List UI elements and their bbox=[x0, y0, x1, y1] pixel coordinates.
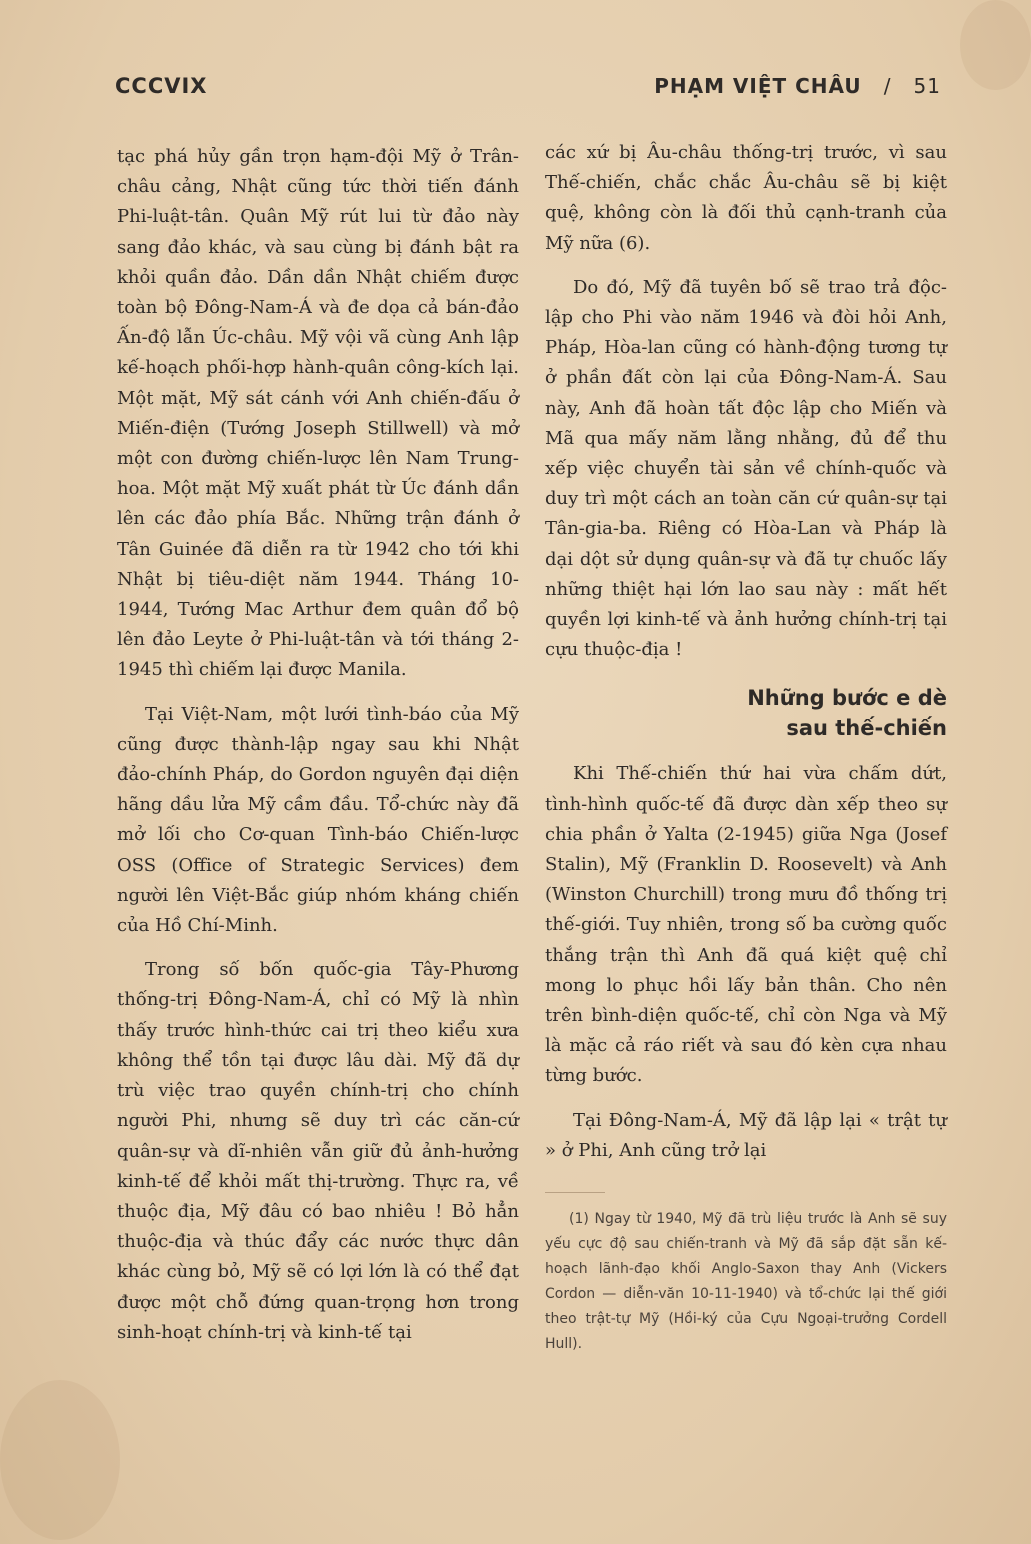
paragraph: tạc phá hủy gần trọn hạm-đội Mỹ ở Trân-châu cảng, Nhật cũng tức thời tiến đánh Phi-luật-tân. Quân Mỹ rút lui từ đảo này sang đảo khác, và sau cùng bị đánh bật ra khỏi quần đảo. Dần dần Nhật chiếm được toàn bộ Đông-Nam-Á và đe dọa cả bán-đảo Ấn-độ lẫn Úc-châu. Mỹ vội vã cùng Anh lập kế-hoạch phối-hợp hành-quân công-kích lại. Một mặt, Mỹ sát cánh với Anh chiến-đấu ở Miến-điện (Tướng Joseph Stillwell) và mở một con đường chiến-lược lên Nam Trung-hoa. Một mặt Mỹ xuất phát từ Úc đánh dần lên các đảo phía Bắc. Những trận đánh ở Tân Guinée đã diễn ra từ 1942 cho tới khi Nhật bị tiêu-diệt năm 1944. Tháng 10-1944, Tướng Mac Arthur đem quân đổ bộ lên đảo Leyte ở Phi-luật-tân và tới tháng 2-1945 thì chiếm lại được Manila. bbox=[117, 146, 519, 681]
paragraph: Khi Thế-chiến thứ hai vừa chấm dứt, tình-hình quốc-tế đã được dàn xếp theo sự chia phần ở Yalta (2-1945) giữa Nga (Josef Stalin), Mỹ (Franklin D. Roosevelt) và Anh (Winston Churchill) trong mưu đồ thống trị thế-giới. Tuy nhiên, trong số ba cường quốc thắng trận thì Anh đã quá kiệt quệ chỉ mong lo phục hồi lấy bản thân. Cho nên trên bình-diện quốc-tế, chỉ còn Nga và Mỹ là mặc cả ráo riết và sau đó kèn cựa nhau từng bước. bbox=[545, 763, 947, 1087]
footnote-divider bbox=[545, 1192, 605, 1193]
paragraph: Do đó, Mỹ đã tuyên bố sẽ trao trả độc-lập cho Phi vào năm 1946 và đòi hỏi Anh, Pháp, Hòa-lan cũng có hành-động tương tự ở phần đất còn lại của Đông-Nam-Á. Sau này, Anh đã hoàn tất độc lập cho Miến và Mã qua mấy năm lằng nhằng, đủ để thu xếp việc chuyển tài sản về chính-quốc và duy trì một cách an toàn căn cứ quân-sự tại Tân-gia-ba. Riêng có Hòa-Lan và Pháp là dại dột sử dụng quân-sự và đã tự chuốc lấy những thiệt hại lớn lao sau này : mất hết quyền lợi kinh-tế và ảnh hưởng chính-trị tại cựu thuộc-địa ! bbox=[545, 276, 947, 661]
header-code: CCCVIX bbox=[115, 74, 208, 98]
section-heading-line: sau thế-chiến bbox=[786, 716, 947, 741]
paragraph: các xứ bị Âu-châu thống-trị trước, vì sau Thế-chiến, chắc chắc Âu-châu sẽ bị kiệt quệ, không còn là đối thủ cạnh-tranh của Mỹ nữa (6). bbox=[545, 142, 947, 254]
right-column bbox=[545, 138, 947, 1357]
running-header bbox=[0, 74, 1031, 106]
paragraph: Tại Việt-Nam, một lưới tình-báo của Mỹ cũng được thành-lập ngay sau khi Nhật đảo-chính Pháp, do Gordon nguyên đại diện hãng dầu lửa Mỹ cầm đầu. Tổ-chức này đã mở lối cho Cơ-quan Tình-báo Chiến-lược OSS (Office of Strategic Services) đem người lên Việt-Bắc giúp nhóm kháng chiến của Hồ Chí-Minh. bbox=[117, 703, 519, 937]
footnote: (1) Ngay từ 1940, Mỹ đã trù liệu trước là Anh sẽ suy yếu cực độ sau chiến-tranh và Mỹ đã sắp đặt sẵn kế-hoạch lãnh-đạo khối Anglo-Saxon thay Anh (Vickers Cordon — diễn-văn 10-11-1940) và tổ-chức lại thế giới theo trật-tự Mỹ (Hồi-ký của Cựu Ngoại-trưởng Cordell Hull). bbox=[545, 1211, 947, 1353]
header-separator: / bbox=[883, 74, 892, 98]
header-author: PHẠM VIỆT CHÂU bbox=[654, 74, 862, 98]
paper-stain bbox=[0, 1380, 120, 1540]
left-column bbox=[117, 142, 519, 1348]
page-number: 51 bbox=[913, 74, 941, 98]
paragraph: Tại Đông-Nam-Á, Mỹ đã lập lại « trật tự » ở Phi, Anh cũng trở lại bbox=[545, 1109, 947, 1161]
paragraph: Trong số bốn quốc-gia Tây-Phương thống-trị Đông-Nam-Á, chỉ có Mỹ là nhìn thấy trước hình-thức cai trị theo kiểu xưa không thể tồn tại được lâu dài. Mỹ đã dự trù việc trao quyền chính-trị cho chính người Phi, nhưng sẽ duy trì các căn-cứ quân-sự và dĩ-nhiên vẫn giữ đủ ảnh-hưởng kinh-tế để khỏi mất thị-trường. Thực ra, về thuộc địa, Mỹ đâu có bao nhiêu ! Bỏ hẳn thuộc-địa và thúc đẩy các nước thực dân khác cùng bỏ, Mỹ sẽ có lợi lớn là có thể đạt được một chỗ đứng quan-trọng hơn trong sinh-hoạt chính-trị và kinh-tế tại bbox=[117, 959, 519, 1343]
section-heading bbox=[545, 683, 947, 743]
section-heading-line: Những bước e dè bbox=[747, 686, 947, 711]
header-right bbox=[654, 74, 941, 98]
